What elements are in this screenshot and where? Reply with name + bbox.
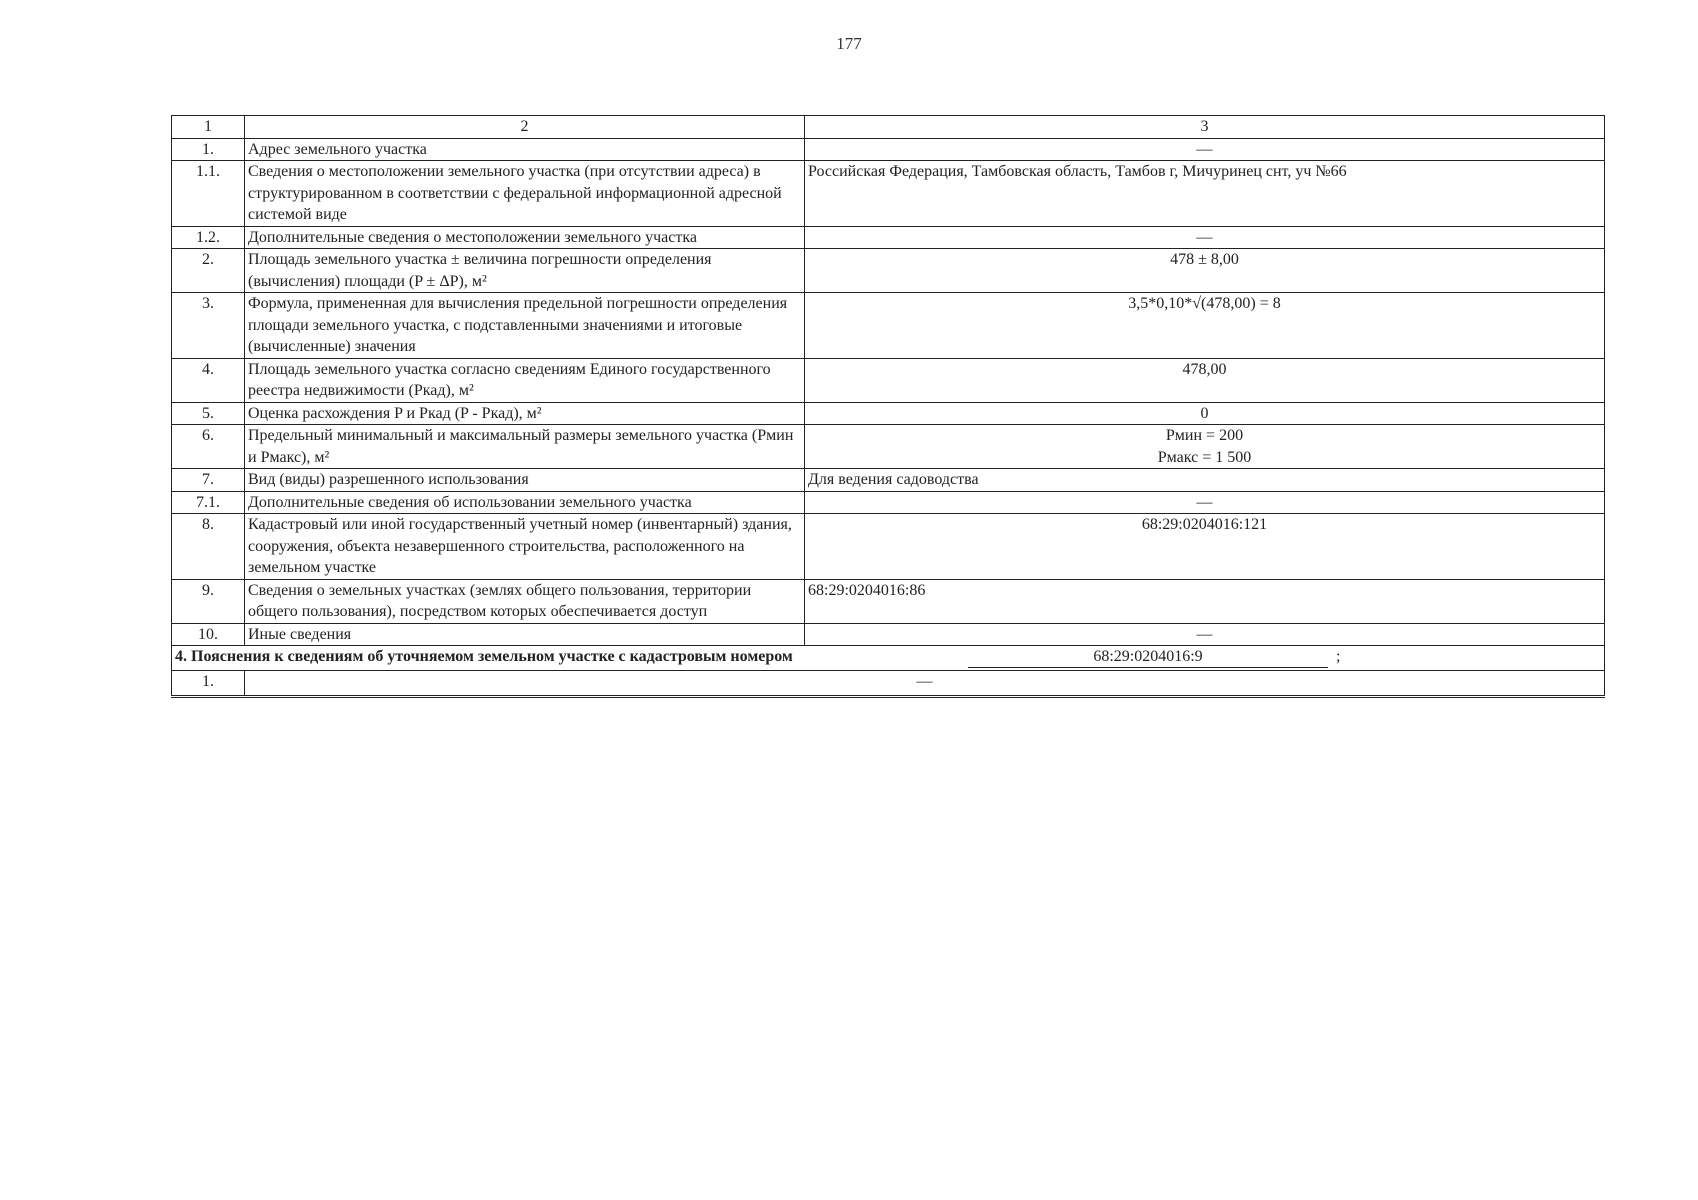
table-row bbox=[172, 469, 1605, 492]
section-heading-row bbox=[172, 646, 1605, 671]
table-row bbox=[172, 358, 1605, 402]
area-max-value: Рмакс = 1 500 bbox=[1157, 448, 1252, 466]
table-row bbox=[172, 402, 1605, 425]
row-label: Дополнительные сведения о местоположении земельного участка bbox=[245, 226, 805, 249]
row-number: 9. bbox=[172, 579, 245, 623]
row-number: 1.1. bbox=[172, 161, 245, 227]
row-value: 0 bbox=[805, 402, 1605, 425]
row-label: Сведения о местоположении земельного участка (при отсутствии адреса) в структурированном в соответствии с федеральной информационной адресной системой виде bbox=[245, 161, 805, 227]
area-min-value: Рмин = 200 bbox=[1165, 427, 1244, 444]
table-row bbox=[172, 293, 1605, 359]
row-number: 7. bbox=[172, 469, 245, 492]
row-number: 1.2. bbox=[172, 226, 245, 249]
row-value: Для ведения садоводства bbox=[805, 469, 1605, 492]
row-value: — bbox=[245, 671, 1605, 697]
table-row bbox=[172, 491, 1605, 514]
row-label: Кадастровый или иной государственный учетный номер (инвентарный) здания, сооружения, объекта незавершенного строительства, расположенного на земельном участке bbox=[245, 514, 805, 580]
row-number: 2. bbox=[172, 249, 245, 293]
table-row bbox=[172, 249, 1605, 293]
row-number: 10. bbox=[172, 623, 245, 646]
section-heading bbox=[172, 646, 1605, 671]
section-title: 4. Пояснения к сведениям об уточняемом земельном участке с кадастровым номером bbox=[175, 648, 793, 665]
row-label: Площадь земельного участка ± величина погрешности определения (вычисления) площади (P ± ΔP), м² bbox=[245, 249, 805, 293]
table-row bbox=[172, 623, 1605, 646]
row-value: 3,5*0,10*√(478,00) = 8 bbox=[805, 293, 1605, 359]
row-label: Вид (виды) разрешенного использования bbox=[245, 469, 805, 492]
row-label: Площадь земельного участка согласно сведениям Единого государственного реестра недвижимости (Ркад), м² bbox=[245, 358, 805, 402]
row-label: Предельный минимальный и максимальный размеры земельного участка (Рмин и Рмакс), м² bbox=[245, 425, 805, 469]
row-label: Дополнительные сведения об использовании земельного участка bbox=[245, 491, 805, 514]
row-value: Российская Федерация, Тамбовская область, Тамбов г, Мичуринец снт, уч №66 bbox=[805, 161, 1605, 227]
table-row bbox=[172, 579, 1605, 623]
table-row bbox=[172, 514, 1605, 580]
row-number: 4. bbox=[172, 358, 245, 402]
row-number: 5. bbox=[172, 402, 245, 425]
row-value: — bbox=[805, 138, 1605, 161]
row-number: 1. bbox=[172, 138, 245, 161]
row-value: — bbox=[805, 491, 1605, 514]
table-row bbox=[172, 425, 1605, 469]
row-value: — bbox=[805, 226, 1605, 249]
table-row bbox=[172, 226, 1605, 249]
row-label: Иные сведения bbox=[245, 623, 805, 646]
row-number: 1. bbox=[172, 671, 245, 697]
row-label: Сведения о земельных участках (землях общего пользования, территории общего пользования), посредством которых обеспечивается доступ bbox=[245, 579, 805, 623]
row-value: 68:29:0204016:86 bbox=[805, 579, 1605, 623]
table-header-row bbox=[172, 116, 1605, 139]
table-row bbox=[172, 671, 1605, 697]
section-semicolon: ; bbox=[1336, 648, 1341, 665]
header-col-3: 3 bbox=[805, 116, 1605, 139]
row-number: 6. bbox=[172, 425, 245, 469]
row-label: Адрес земельного участка bbox=[245, 138, 805, 161]
page-number: 177 bbox=[836, 34, 862, 53]
row-value bbox=[805, 425, 1605, 469]
table-row bbox=[172, 161, 1605, 227]
land-plot-info-table bbox=[171, 115, 1605, 698]
row-number: 3. bbox=[172, 293, 245, 359]
table-row bbox=[172, 138, 1605, 161]
header-col-2: 2 bbox=[245, 116, 805, 139]
row-number: 8. bbox=[172, 514, 245, 580]
row-value: — bbox=[805, 623, 1605, 646]
row-label: Формула, примененная для вычисления предельной погрешности определения площади земельного участка, с подставленными значениями и итоговые (вычисленные) значения bbox=[245, 293, 805, 359]
row-label: Оценка расхождения P и Ркад (P - Ркад), м² bbox=[245, 402, 805, 425]
section-cadastral-number: 68:29:0204016:9 bbox=[968, 646, 1328, 668]
row-value: 478 ± 8,00 bbox=[805, 249, 1605, 293]
row-number: 7.1. bbox=[172, 491, 245, 514]
row-value: 68:29:0204016:121 bbox=[805, 514, 1605, 580]
row-value: 478,00 bbox=[805, 358, 1605, 402]
header-col-1: 1 bbox=[172, 116, 245, 139]
